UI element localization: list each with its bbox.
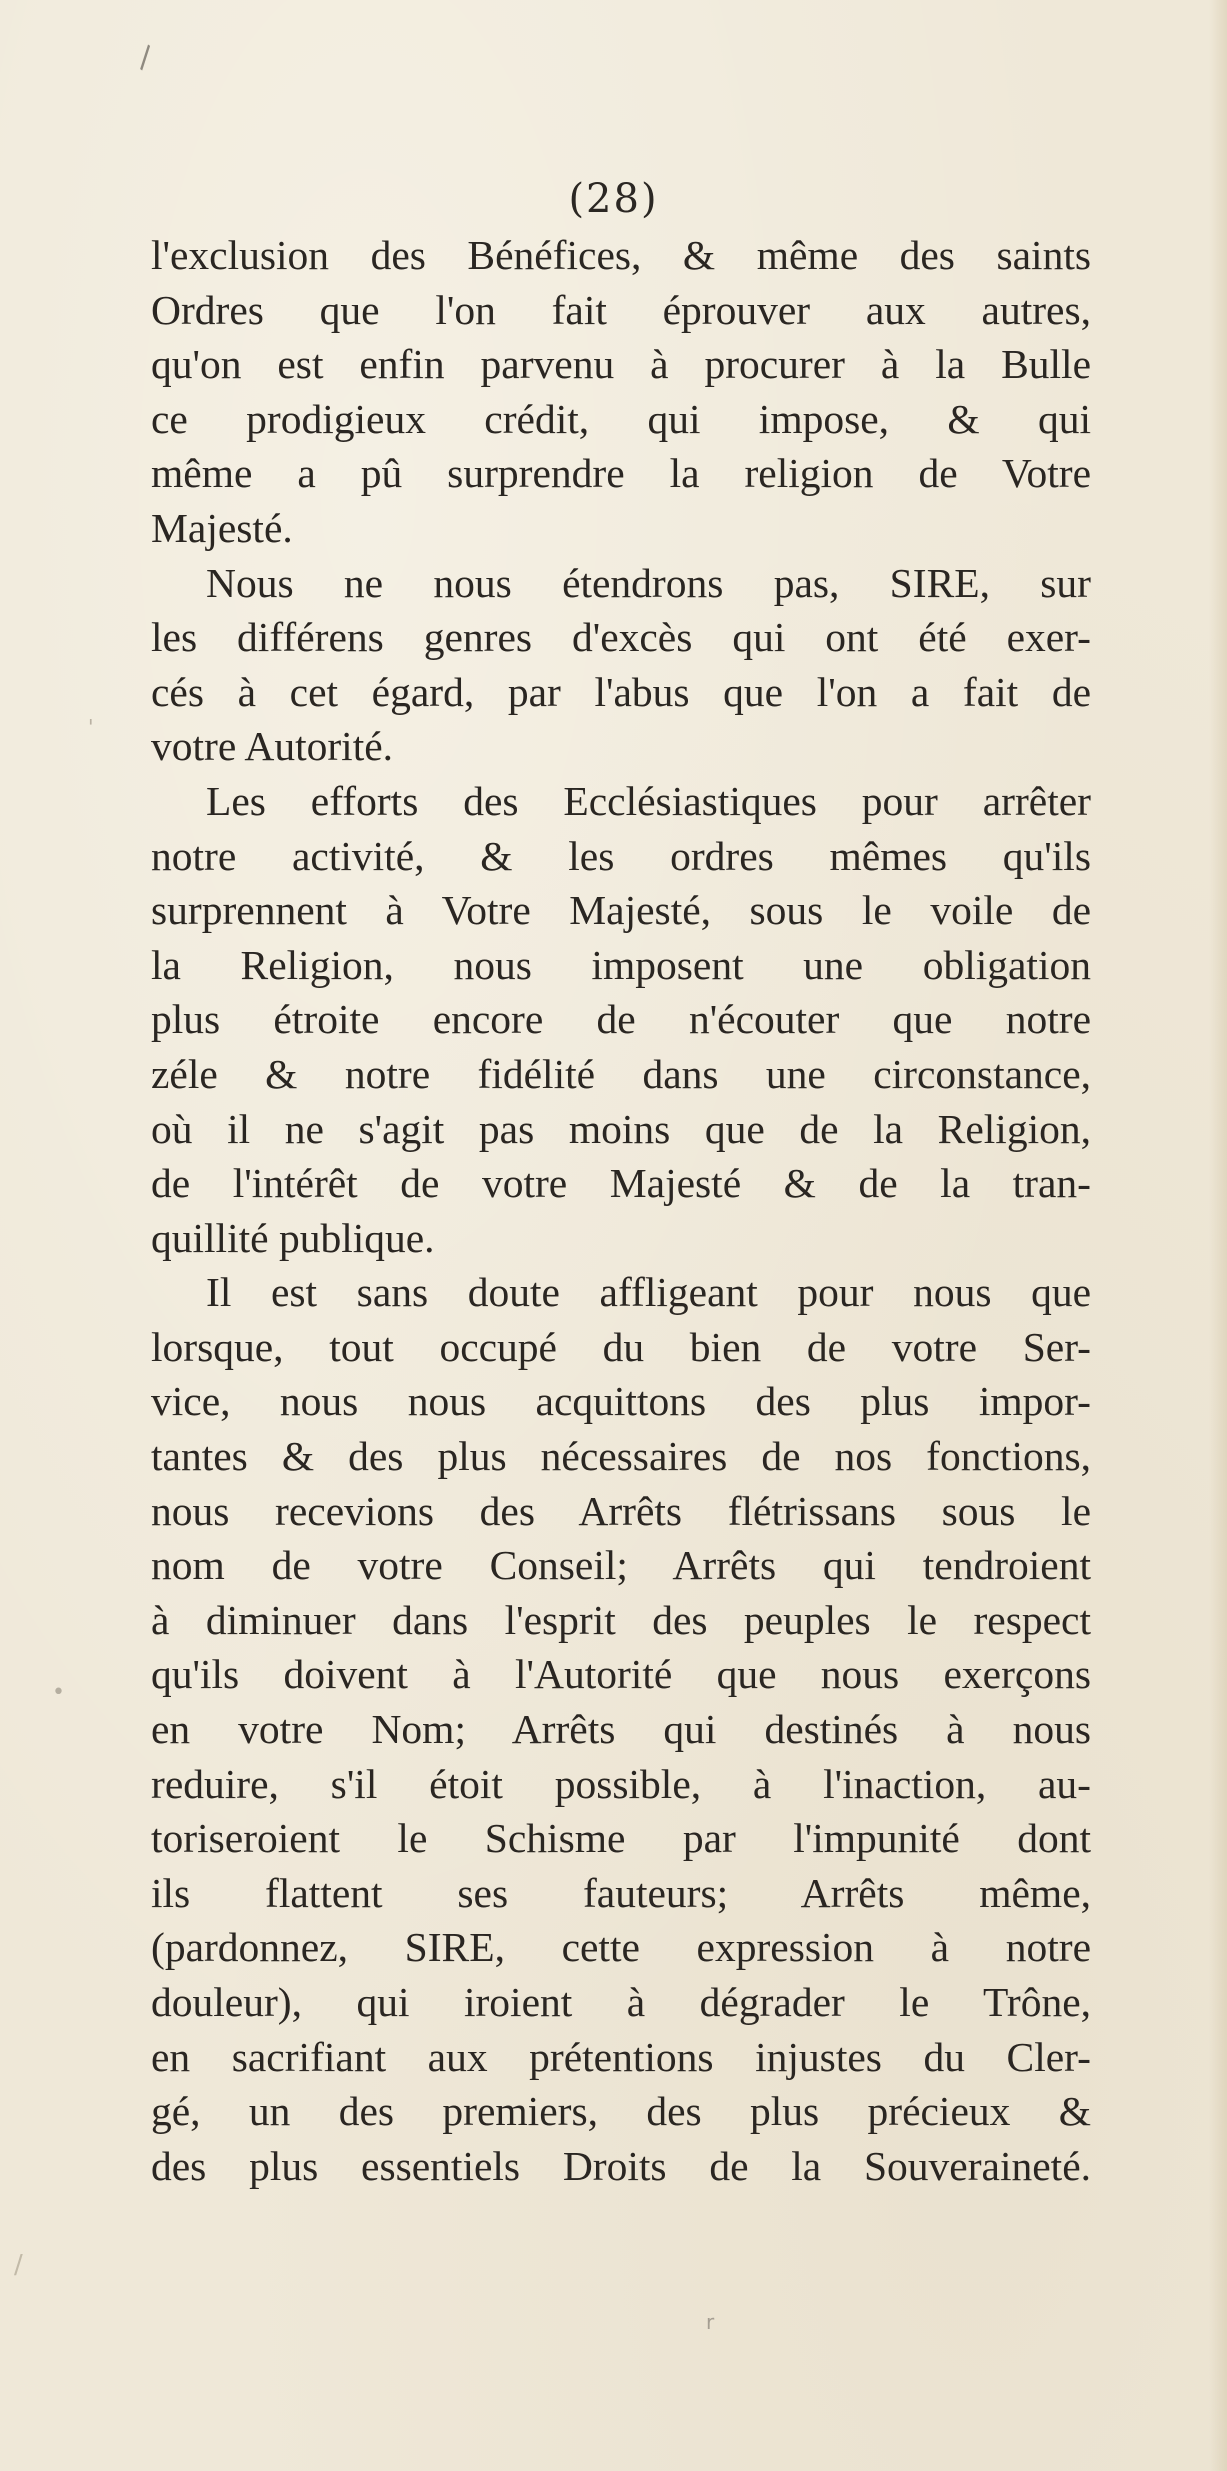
text-line: de l'intérêt de votre Majesté & de la tran- [151, 1160, 1091, 1207]
text-line: Majesté. [151, 504, 293, 551]
text-line: en votre Nom; Arrêts qui destinés à nous [151, 1706, 1091, 1753]
page-number: (28) [568, 176, 659, 222]
text-line: à diminuer dans l'esprit des peuples le respect [151, 1596, 1091, 1643]
text-line: vice, nous nous acquittons des plus impor- [151, 1378, 1091, 1425]
text-line: en sacrifiant aux prétentions injustes du Cler- [151, 2033, 1091, 2080]
text-line: (pardonnez, SIRE, cette expression à notre [151, 1924, 1091, 1971]
text-line: notre activité, & les ordres mêmes qu'ils [151, 832, 1091, 879]
text-line: reduire, s'il étoit possible, à l'inaction, au- [151, 1760, 1091, 1807]
text-line: quillité publique. [151, 1214, 435, 1261]
text-line: la Religion, nous imposent une obligation [151, 941, 1091, 988]
text-line: nous recevions des Arrêts flétrissans sous le [151, 1487, 1091, 1534]
ink-speck: r [706, 2310, 715, 2334]
body-text [151, 228, 1091, 2193]
text-line: ils flattent ses fauteurs; Arrêts même, [151, 1869, 1091, 1916]
text-line: des plus essentiels Droits de la Souveraineté. [151, 2142, 1091, 2189]
text-line: l'exclusion des Bénéfices, & même des saints [151, 232, 1091, 278]
text-line: votre Autorité. [151, 723, 394, 770]
text-line: même a pû surprendre la religion de Votre [151, 450, 1091, 497]
text-line: tantes & des plus nécessaires de nos fonctions, [151, 1433, 1091, 1480]
text-line: toriseroient le Schisme par l'impunité dont [151, 1815, 1091, 1862]
paragraph-start-line: Les efforts des Ecclésiastiques pour arrêter [206, 777, 1091, 824]
text-line: ce prodigieux crédit, qui impose, & qui [151, 395, 1091, 442]
ink-speck: • [52, 1680, 65, 1705]
paragraph-start-line: Il est sans doute affligeant pour nous que [206, 1269, 1091, 1316]
ink-speck: / [14, 2250, 23, 2280]
text-line: Ordres que l'on fait éprouver aux autres, [151, 286, 1091, 333]
text-line: qu'ils doivent à l'Autorité que nous exerçons [151, 1651, 1091, 1698]
text-line: où il ne s'agit pas moins que de la Religion, [151, 1105, 1091, 1152]
text-line: gé, un des premiers, des plus précieux & [151, 2088, 1091, 2135]
paragraph-start-line: Nous ne nous étendrons pas, SIRE, sur [206, 559, 1091, 606]
text-line: zéle & notre fidélité dans une circonstance, [151, 1050, 1091, 1097]
text-line: cés à cet égard, par l'abus que l'on a fait de [151, 668, 1091, 715]
text-line: surprennent à Votre Majesté, sous le voile de [151, 887, 1091, 934]
text-line: douleur), qui iroient à dégrader le Trône, [151, 1979, 1091, 2025]
text-line: qu'on est enfin parvenu à procurer à la Bulle [151, 341, 1091, 388]
text-line: plus étroite encore de n'écouter que notre [151, 996, 1091, 1043]
ink-speck: ' [88, 715, 94, 739]
ink-speck: \ [130, 40, 160, 75]
page-edge-shadow [1209, 0, 1227, 2471]
text-line: les différens genres d'excès qui ont été exer- [151, 614, 1091, 661]
text-line: lorsque, tout occupé du bien de votre Ser- [151, 1323, 1091, 1370]
text-line: nom de votre Conseil; Arrêts qui tendroient [151, 1542, 1091, 1589]
